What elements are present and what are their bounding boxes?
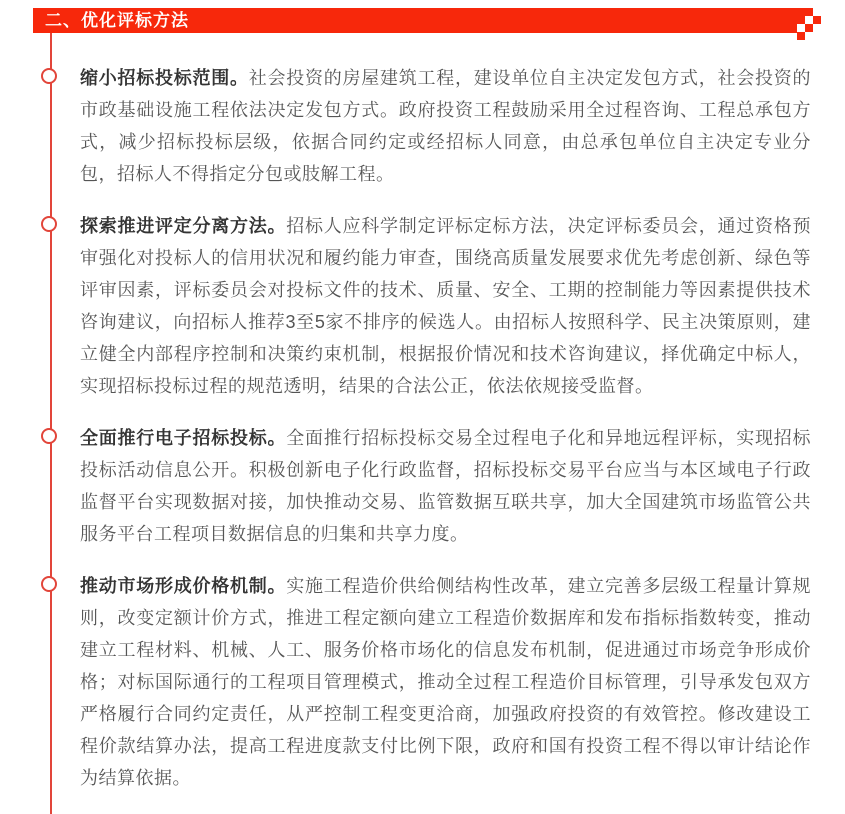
item-body: 社会投资的房屋建筑工程，建设单位自主决定发包方式，社会投资的市政基础设施工程依法决定发包方式。政府投资工程鼓励采用全过程咨询、工程总承包方式，减少招标投标层级，依据合同约定或经招标人同意，由总承包单位自主决定专业分包，招标人不得指定分包或肢解工程。 (80, 68, 811, 184)
item-title: 探索推进评定分离方法。 (80, 216, 287, 236)
pixel-cell (805, 24, 813, 32)
timeline-bullet-icon (41, 68, 57, 84)
item-title: 全面推行电子招标投标。 (80, 428, 287, 448)
timeline-bullet-icon (41, 428, 57, 444)
item-title: 缩小招标投标范围。 (80, 68, 249, 88)
timeline-bullet-icon (41, 216, 57, 232)
section-header-banner (33, 8, 797, 33)
item-body: 招标人应科学制定评标定标方法，决定评标委员会，通过资格预审强化对投标人的信用状况和履约能力审查，围绕高质量发展要求优先考虑创新、绿色等评审因素，评标委员会对投标文件的技术、质量、安全、工期的控制能力等因素提供技术咨询建议，向招标人推荐3至5家不排序的候选人。由招标人按照科学、民主决策原则，建立健全内部程序控制和决策约束机制，根据报价情况和技术咨询建议，择优确定中标人，实现招标投标过程的规范透明，结果的合法公正，依法依规接受监督。 (80, 216, 811, 396)
list-item (80, 570, 811, 794)
list-item (80, 210, 811, 402)
timeline-bullet-icon (41, 576, 57, 592)
section-title: 二、优化评标方法 (45, 11, 189, 30)
item-body: 实施工程造价供给侧结构性改革，建立完善多层级工程量计算规则，改变定额计价方式，推进工程定额向建立工程造价数据库和发布指标指数转变，推动建立工程材料、机械、人工、服务价格市场化的信息发布机制，促进通过市场竞争形成价格；对标国际通行的工程项目管理模式，推动全过程工程造价目标管理，引导承发包双方严格履行合同约定责任，从严控制工程变更洽商，加强政府投资的有效管控。修改建设工程价款结算办法，提高工程进度款支付比例下限，政府和国有投资工程不得以审计结论作为结算依据。 (80, 576, 811, 788)
pixel-cell (797, 32, 805, 40)
list-item (80, 422, 811, 550)
section-body (80, 62, 811, 814)
item-title: 推动市场形成价格机制。 (80, 576, 287, 596)
pixel-cell (813, 16, 821, 24)
item-body: 全面推行招标投标交易全过程电子化和异地远程评标，实现招标投标活动信息公开。积极创新电子化行政监督，招标投标交易平台应当与本区域电子行政监督平台实现数据对接，加快推动交易、监管数据互联共享，加大全国建筑市场监管公共服务平台工程项目数据信息的归集和共享力度。 (80, 428, 811, 544)
pixel-cell (797, 8, 805, 16)
list-item (80, 62, 811, 190)
pixel-corner-decoration (797, 8, 823, 42)
pixel-cell (797, 16, 805, 24)
pixel-cell (805, 8, 813, 16)
timeline-line (50, 33, 52, 814)
